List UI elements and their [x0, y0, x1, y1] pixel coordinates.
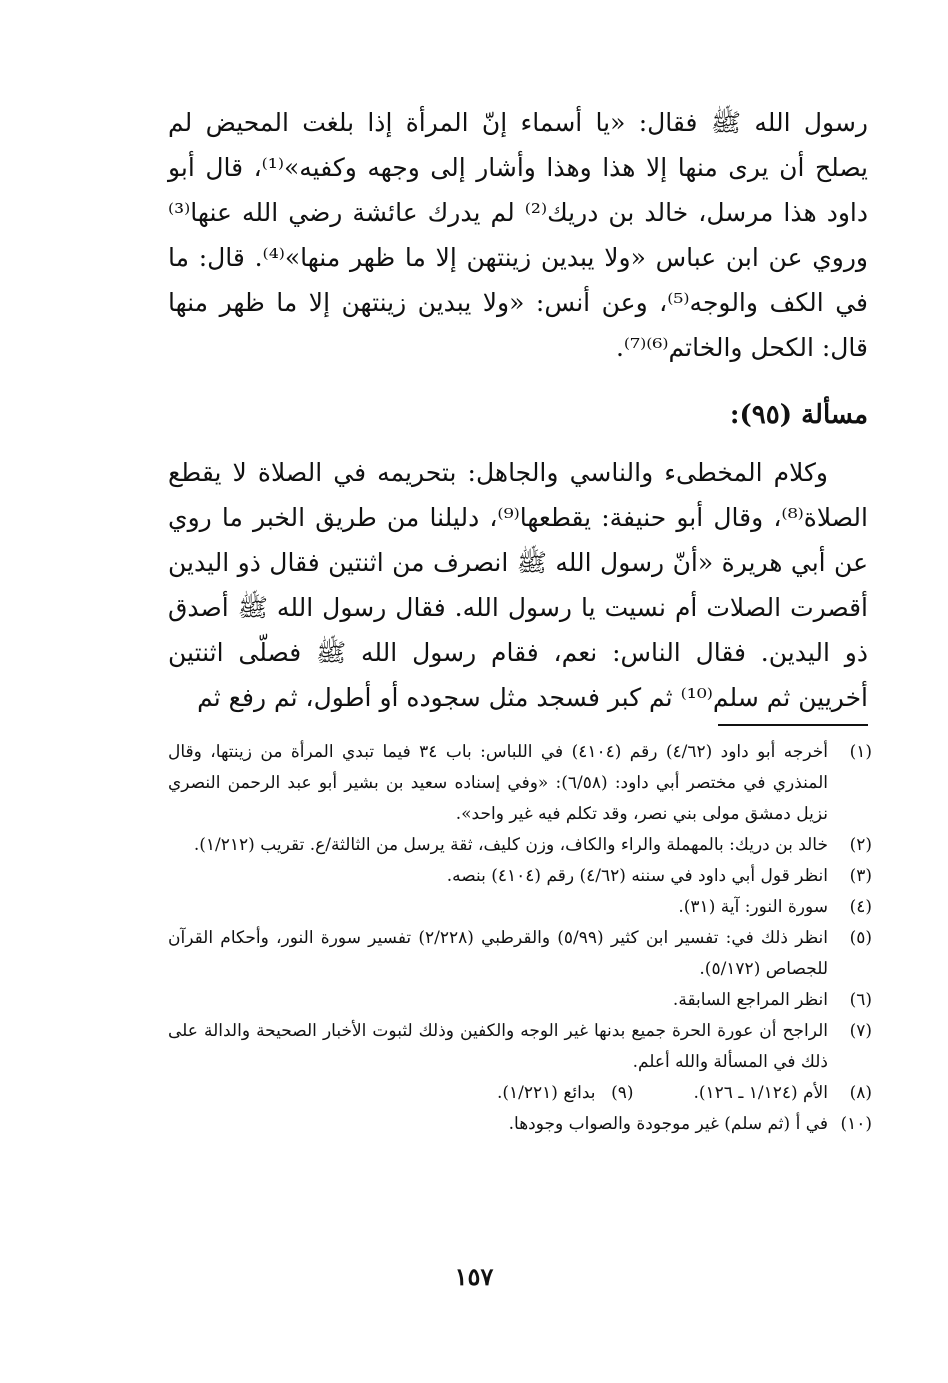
footnote-number: (١٠)	[840, 1114, 872, 1134]
footnote-number: (٨)	[849, 1083, 872, 1103]
footnote-number: (٤)	[849, 897, 872, 917]
footnote-number: (٣)	[849, 866, 872, 886]
footnotes	[168, 737, 872, 1140]
page-body	[168, 100, 868, 720]
main-text	[168, 100, 868, 720]
footnote-text: بدائع (١/٢٢١).	[496, 1083, 596, 1103]
footnote-number: (١)	[849, 742, 872, 762]
footnote-text: الأم (١/١٢٤ ـ ١٢٦).	[693, 1083, 828, 1103]
footnote-number: (٩)	[611, 1083, 634, 1103]
footnote-1	[168, 737, 872, 830]
page-number: ١٥٧	[454, 1262, 494, 1291]
footnote-separator	[718, 724, 868, 726]
footnote-10	[168, 1109, 872, 1140]
footnote-text: في أ (ثم سلم) غير موجودة والصواب وجودها.	[508, 1114, 828, 1134]
footnote-number: (٢)	[849, 835, 872, 855]
footnote-text: انظر المراجع السابقة.	[672, 990, 828, 1010]
footnote-8-9	[168, 1078, 872, 1109]
footnote-2	[168, 830, 872, 861]
footnote-5	[168, 923, 872, 985]
section-heading: مسألة (٩٥):	[729, 400, 868, 430]
footnote-7	[168, 1016, 872, 1078]
footnote-text: خالد بن دريك: بالمهملة والراء والكاف، وزن كليف، ثقة يرسل من الثالثة/ع. تقريب (١/٢١٢).	[193, 835, 828, 855]
footnote-number: (٦)	[849, 990, 872, 1010]
footnote-4	[168, 892, 872, 923]
footnote-number: (٧)	[849, 1021, 872, 1041]
footnote-text: انظر ذلك في: تفسير ابن كثير (٥/٩٩) والقرطبي (٢/٢٢٨) تفسير سورة النور، وأحكام القرآن للجصاص (٥/١٧٢).	[168, 928, 828, 979]
paragraph-2: وكلام المخطىء والناسي والجاهل: بتحريمه في الصلاة لا يقطع الصلاة⁽⁸⁾، وقال أبو حنيفة: يقطعها⁽⁹⁾، دليلنا من طريق الخبر ما روي عن أبي هريرة «أنّ رسول الله ﷺ انصرف من اثنتين فقال ذو اليدين أقصرت الصلات أم نسيت يا رسول الله. فقال رسول الله ﷺ أصدق ذو اليدين. فقال الناس: نعم، فقام رسول الله ﷺ فصلّى اثنتين أخريين ثم سلم⁽¹⁰⁾ ثم كبر فسجد مثل سجوده أو أطول، ثم رفع ثم	[168, 458, 868, 712]
footnote-text: الراجح أن عورة الحرة جميع بدنها غير الوجه والكفين وذلك لثبوت الأخبار الصحيحة والدالة على ذلك في المسألة والله أعلم.	[168, 1021, 828, 1072]
footnote-text: انظر قول أبي داود في سننه (٤/٦٢) رقم (٤١٠٤) بنصه.	[446, 866, 828, 886]
paragraph-1: رسول الله ﷺ فقال: «يا أسماء إنّ المرأة إذا بلغت المحيض لم يصلح أن يرى منها إلا هذا وهذا وأشار إلى وجهه وكفيه»⁽¹⁾، قال أبو داود هذا مرسل، خالد بن دريك⁽²⁾ لم يدرك عائشة رضي الله عنها⁽³⁾ وروي عن ابن عباس «ولا يبدين زينتهن إلا ما ظهر منها»⁽⁴⁾. قال: ما في الكف والوجه⁽⁵⁾، وعن أنس: «ولا يبدين زينتهن إلا ما ظهر منها قال: الكحل والخاتم⁽⁶⁾⁽⁷⁾.	[168, 108, 869, 362]
footnote-6	[168, 985, 872, 1016]
footnote-9	[497, 1078, 634, 1109]
footnote-text: أخرجه أبو داود (٤/٦٢) رقم (٤١٠٤) في اللباس: باب ٣٤ فيما تبدي المرأة من زينتها، وقال المنذري في مختصر أبي داود: (٦/٥٨): «وفي إسناده سعيد بن بشير أبو عبد الرحمن النصري نزيل دمشق مولى بني نصر، وقد تكلم فيه غير واحد».	[168, 742, 829, 824]
footnote-number: (٥)	[849, 928, 872, 948]
footnote-3	[168, 861, 872, 892]
footnote-text: سورة النور: آية (٣١).	[678, 897, 828, 917]
